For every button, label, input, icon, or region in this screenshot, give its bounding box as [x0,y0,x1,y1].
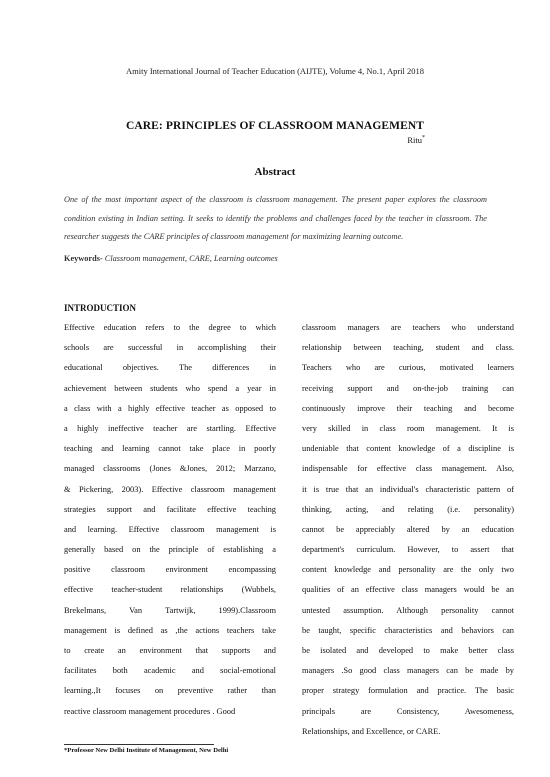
paragraph-line: qualities of an effective class managers would be an [302,585,514,595]
paragraph-line: managers .So good class managers can be made by [302,666,514,676]
paragraph-line: continuously improve their teaching and become [302,403,514,413]
paragraph-line: untested assumption. Although personality cannot [302,605,514,615]
paragraph-line: effective teacher-student relationships (Wubbels, [64,585,276,595]
paragraph-line: proper strategy formulation and practice. The basic [302,686,514,696]
paragraph-line: achievement between students who spend a year in [64,383,276,393]
author-name-text: Ritu [407,135,422,145]
paragraph-line: content knowledge and personality are the only two [302,565,514,575]
paragraph-line: cannot be appreciably altered by an education [302,524,514,534]
paragraph-line: receiving support and on-the-job training can [302,383,514,393]
paragraph-line: management is defined as ,the actions teachers take [64,625,276,635]
paragraph-line: strategies support and facilitate effective teaching [64,504,276,514]
introduction-right-column [302,318,514,742]
paragraph-line: educational objectives. The differences in [64,363,276,373]
paragraph-line: a highly ineffective teacher are startling. Effective [64,423,276,433]
paragraph-line: a class with a highly effective teacher as opposed to [64,403,276,413]
author-name [407,135,425,145]
journal-header: Amity International Journal of Teacher Education (AIJTE), Volume 4, No.1, April 2018 [125,66,425,76]
keywords-text: Classroom management, CARE, Learning outcomes [102,254,278,263]
paragraph-line: thinking, acting, and relating (i.e. personality) [302,504,514,514]
paragraph-line: & Pickering, 2003). Effective classroom management [64,484,276,494]
author-footnote-mark: * [422,135,425,142]
paragraph-line: teaching and learning cannot take place in poorly [64,444,276,454]
paragraph-line: Effective education refers to the degree to which [64,323,276,332]
paragraph-line: classroom managers are teachers who understand [302,323,514,332]
paragraph-line: and learning. Effective classroom management is [64,524,276,534]
paragraph-line: managed classrooms (Jones &Jones, 2012; Marzano, [64,464,276,474]
paragraph-line: undeniable that content knowledge of a discipline is [302,444,514,454]
paragraph-line: generally based on the principle of establishing a [64,545,276,555]
paragraph-line: Teachers who are curious, motivated learners [302,363,514,373]
paragraph-line: schools are successful in accomplishing their [64,343,276,353]
abstract-heading: Abstract [254,166,296,178]
introduction-left-column [64,318,276,722]
paragraph-line: very skilled in class room management. It is [302,423,514,433]
paragraph-line: be isolated and developed to make better class [302,646,514,655]
paragraph-line: facilitates both academic and social-emotional [64,666,276,676]
paragraph-line: principals are Consistency, Awesomeness, [302,706,514,716]
paragraph-line: relationship between teaching, student and class. [302,343,514,353]
paragraph-line: it is true that an individual's characteristic pattern of [302,484,514,494]
paragraph-line: Brekelmans, Van Tartwijk, 1999).Classroom [64,605,276,615]
paragraph-line: be taught, specific characteristics and behaviors can [302,625,514,635]
introduction-heading: INTRODUCTION [64,303,137,313]
paragraph-line: learning.,It focuses on preventive rather than [64,686,276,696]
paragraph-line: positive classroom environment encompassing [64,565,276,575]
keywords-label: Keywords- [64,254,103,263]
footnote-divider [64,744,214,745]
abstract-text: One of the most important aspect of the classroom is classroom management. The present paper explores the classroom condition existing in Indian setting. It seeks to identify the problems and challenges faced by the teacher in classroom. The researcher suggests the CARE principles of classroom management for maximizing learning outcome. [64,195,487,241]
paragraph-line: reactive classroom management procedures . Good [64,706,236,716]
paragraph-line: to create an environment that supports and [64,646,276,655]
paragraph-line: department's curriculum. However, to assert that [302,545,514,555]
keywords-line [64,254,487,263]
article-title: CARE: PRINCIPLES OF CLASSROOM MANAGEMENT [125,120,425,132]
paragraph-line: indispensable for effective class management. Also, [302,464,514,474]
author-affiliation-footnote: *Professor New Delhi Institute of Management, New Delhi [64,747,229,754]
paragraph-line: Relationships, and Excellence, or CARE. [302,726,441,736]
